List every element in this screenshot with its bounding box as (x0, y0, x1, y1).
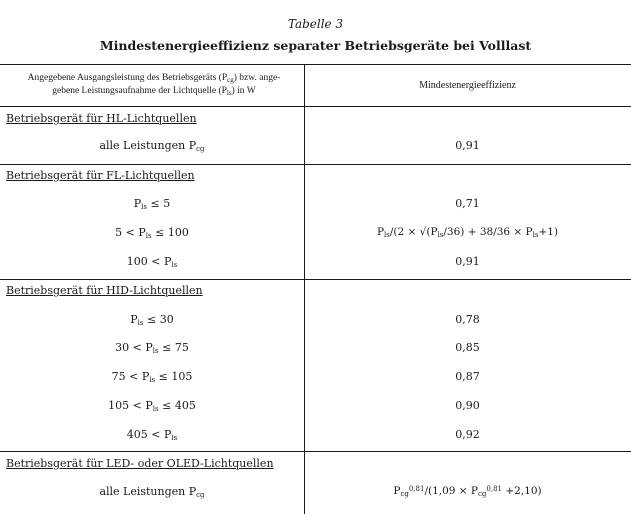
row-value: 0,91 (455, 139, 480, 152)
table-caption: Tabelle 3 (287, 17, 344, 31)
section-title-hl: Betriebsgerät für HL-Lichtquellen (6, 112, 197, 125)
header-right: Mindestenergieeffizienz (419, 80, 516, 91)
row-value: 0,92 (455, 428, 480, 441)
row-condition: $405 < P_{ls}$ (126, 428, 178, 442)
row-condition: alle Leistungen $P_{cg}$ (99, 485, 205, 499)
row-value-formula: $P_{ls}/(2 \times √(P_{ls}/36) + 38/36 \times P_{ls}+1)$ (376, 226, 559, 239)
row-condition: $100 < P_{ls}$ (126, 255, 178, 269)
section-rule-hid (0, 279, 631, 280)
section-title-hid: Betriebsgerät für HID-Lichtquellen (6, 284, 203, 297)
row-condition: alle Leistungen $P_{cg}$ (99, 139, 205, 153)
row-value: 0,87 (455, 370, 480, 383)
section-rule-led (0, 451, 631, 452)
row-condition: $105 < P_{ls} \le 405$ (108, 399, 196, 413)
row-condition: $P_{ls} \le 30$ (130, 313, 174, 327)
row-value: 0,91 (455, 255, 480, 268)
row-value: 0,85 (455, 341, 480, 354)
table-title: Mindestenergieeffizienz separater Betriebsgeräte bei Volllast (99, 38, 532, 53)
row-value: 0,90 (455, 399, 480, 412)
row-value-formula: $P_{cg}^{0,81}/(1,09 \times P_{cg}^{0,81} +2,10)$ (393, 485, 542, 498)
top-rule (0, 64, 631, 65)
header-left: Angegebene Ausgangsleistung des Betriebsgeräts $(P_{cg})$ bzw. ange- gebene Leistungsaufnahme der Lichtquelle $(P_{ls})$ in W (27, 73, 281, 97)
section-title-fl: Betriebsgerät für FL-Lichtquellen (6, 169, 195, 182)
header-rule (0, 106, 631, 107)
row-value: 0,71 (455, 197, 480, 210)
row-condition: $75 < P_{ls} \le 105$ (111, 370, 193, 384)
row-condition: $30 < P_{ls} \le 75$ (115, 341, 189, 355)
row-value: 0,78 (455, 313, 480, 326)
column-divider (304, 64, 305, 514)
row-condition: $P_{ls} \le 5$ (133, 197, 171, 211)
row-condition: $5 < P_{ls} \le 100$ (115, 226, 189, 240)
section-title-led: Betriebsgerät für LED- oder OLED-Lichtquellen (6, 457, 274, 470)
section-rule-fl (0, 164, 631, 165)
